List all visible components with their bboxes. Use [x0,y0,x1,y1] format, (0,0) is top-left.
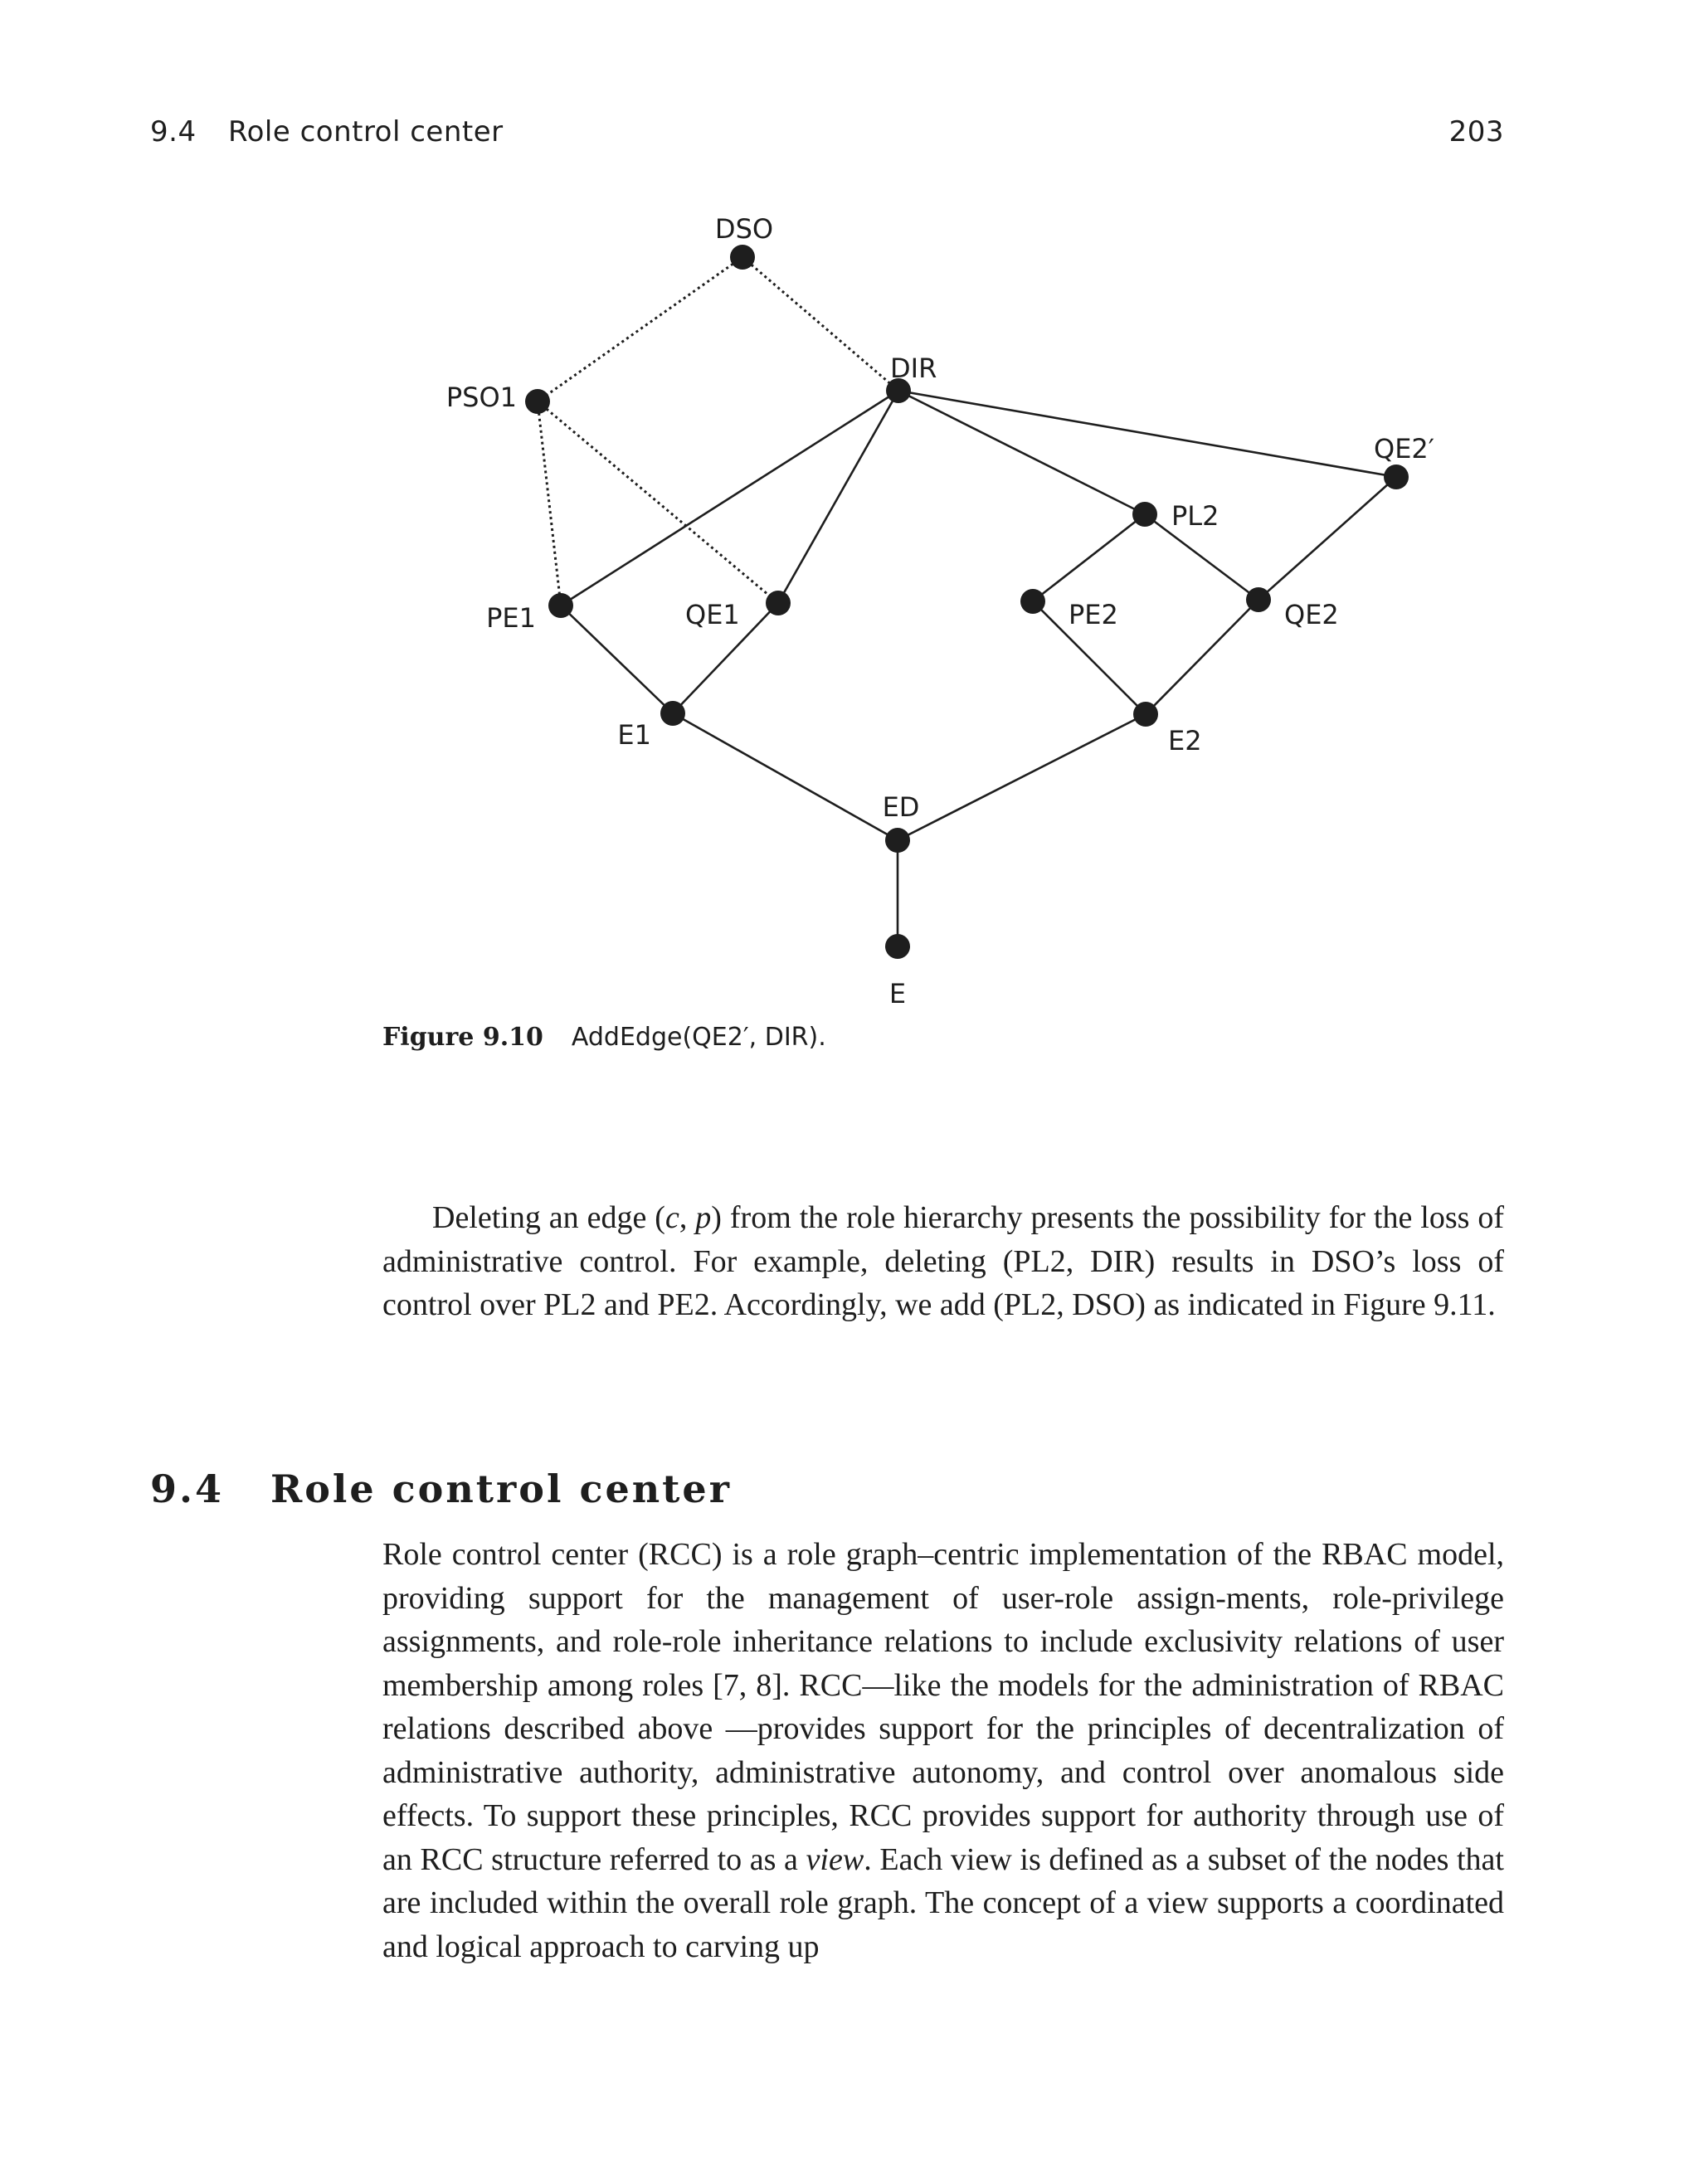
node-pl2 [1132,502,1157,527]
edge-e2-ed [898,714,1146,840]
node-label-pe1: PE1 [486,602,536,634]
figure-caption-text: AddEdge(QE2′, DIR). [571,1023,826,1052]
edge-pe1-e1 [561,606,673,713]
node-qe1 [766,591,791,615]
page-number: 203 [1448,115,1504,148]
node-e [885,934,910,959]
paragraph-1-text-a: Deleting an edge ( [432,1200,665,1235]
node-qe2 [1246,587,1271,612]
node-label-qe1: QE1 [685,599,740,630]
node-ed [885,828,910,853]
edge-qe2p-qe2 [1258,477,1396,600]
paragraph-2-view-term: view [806,1841,864,1877]
edge-dir-qe1 [778,391,898,603]
node-label-e: E [888,978,907,1009]
running-head-section-number: 9.4 [150,115,197,148]
edge-pso1-qe1 [538,401,778,603]
body-paragraph-2 [382,1533,1504,1968]
paragraph-1-text-b: ) from the role hierarchy presents the possibility for the loss of administrative control. For example, deleting (PL2, DIR) results in DSO’s loss of control over PL2 and PE2. Accordingly, we add (PL2, DSO) as indicated in Figure 9.11. [382,1200,1505,1322]
paragraph-1-var-p: p [695,1200,712,1235]
paragraph-1-var-c: c [665,1200,679,1235]
edge-e1-ed [673,713,898,840]
node-label-pl2: PL2 [1171,500,1219,532]
node-label-pso1: PSO1 [445,382,517,413]
node-e2 [1133,702,1158,727]
edge-dir-qe2p [898,391,1396,477]
edge-pso1-pe1 [538,401,561,606]
edge-pl2-pe2 [1033,514,1145,601]
node-label-e1: E1 [617,719,651,751]
edge-dso-dir [742,257,898,391]
node-label-qe2p: QE2′ [1374,433,1435,465]
paragraph-2-text-b: . Each view is defined as a subset of the nodes that are included within the overall role graph. The concept of a view supports a coordinated and logical approach to carving up [382,1841,1504,1964]
node-label-dso: DSO [714,213,774,245]
figure-caption [382,1023,826,1052]
node-pso1 [525,389,550,414]
section-heading-number: 9.4 [150,1467,225,1511]
figure-role-graph [0,0,1699,1078]
paragraph-1-comma: , [679,1200,696,1235]
node-e1 [660,701,685,726]
node-qe2p [1384,465,1409,489]
section-heading-title: Role control center [270,1467,732,1511]
edge-dso-pso1 [538,257,742,401]
node-pe1 [548,593,573,618]
edge-dir-pl2 [898,391,1145,514]
node-dso [730,245,755,270]
node-label-e2: E2 [1168,725,1202,756]
body-paragraph-1 [382,1196,1504,1327]
node-label-ed: ED [882,791,920,823]
edge-dir-pe1 [561,391,898,606]
running-head-section-title: Role control center [228,115,504,148]
figure-caption-label: Figure 9.10 [382,1023,543,1052]
node-label-pe2: PE2 [1069,599,1118,630]
node-label-dir: DIR [890,353,937,384]
node-label-qe2: QE2 [1284,599,1339,630]
role-graph-diagram [0,0,1699,1078]
paragraph-2-text-a: Role control center (RCC) is a role graph–centric implementation of the RBAC model, providing support for the management of user-role assign-ments, role-privilege assignments, and role-role inheritance relations to include exclusivity relations of user membership among roles [7, 8]. RCC—like the models for the administration of RBAC relations described above —provides support for the principles of decentralization of administrative authority, administrative autonomy, and control over anomalous side effects. To support these principles, RCC provides support for authority through use of an RCC structure referred to as a [382,1537,1504,1877]
node-pe2 [1020,589,1045,614]
edge-qe2-e2 [1146,600,1258,714]
